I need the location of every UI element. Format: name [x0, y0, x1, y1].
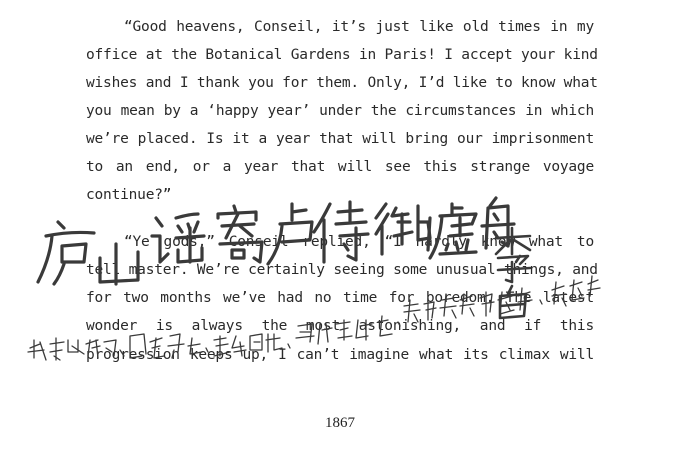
- text-line: wishes and I thank you for them. Only, I’d like to know what: [86, 75, 598, 91]
- text-line: tell master. We’re certainly seeing some unusual things, and: [86, 262, 598, 278]
- text-line: for two months we’ve had no time for boredom. The latest: [86, 290, 594, 306]
- text-line: you mean by a ‘happy year’ under the circumstances in which: [86, 103, 594, 119]
- text-line: office at the Botanical Gardens in Paris! I accept your kind: [86, 47, 598, 63]
- text-line: “Good heavens, Conseil, it’s just like old times in my: [124, 19, 594, 35]
- text-line: to an end, or a year that will see this strange voyage: [86, 159, 594, 175]
- text-line: progression keeps up, I can’t imagine what its climax will: [86, 347, 594, 363]
- text-line: wonder is always the most astonishing, and if this: [86, 318, 594, 334]
- text-line: we’re placed. Is it a year that will bring our imprisonment: [86, 131, 594, 147]
- text-line: continue?”: [86, 187, 172, 203]
- page-number: 1867: [325, 415, 355, 431]
- text-line: “Ye gods,” Conseil replied, “I hardly know what to: [124, 234, 594, 250]
